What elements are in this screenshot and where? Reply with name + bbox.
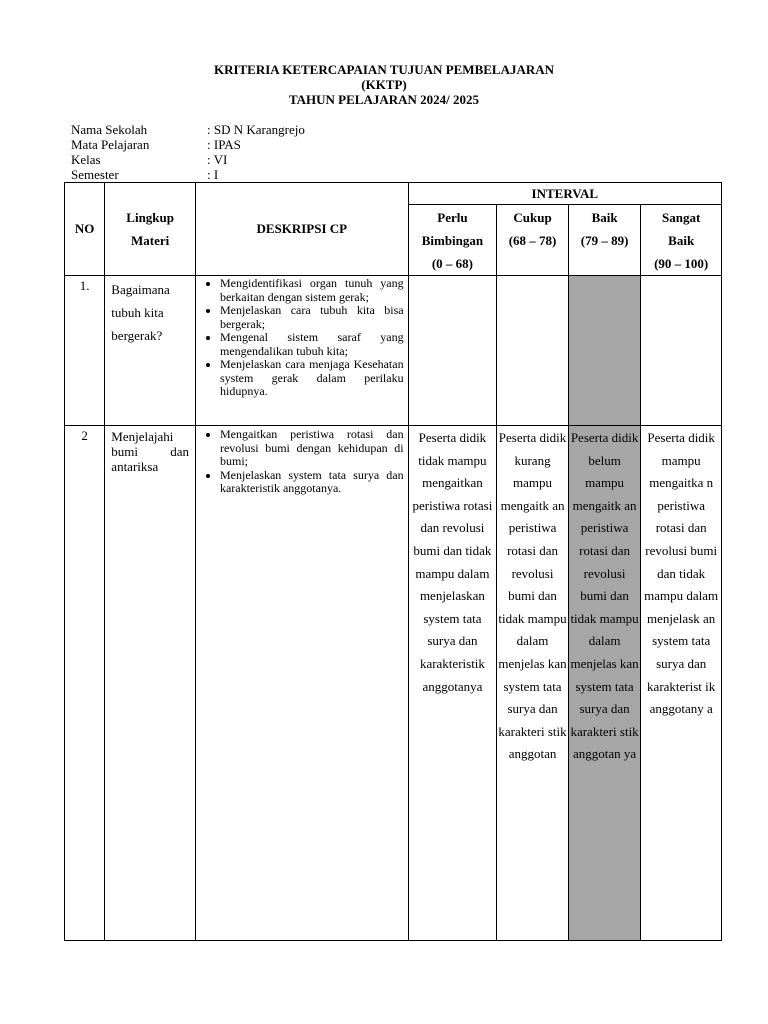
desc-baik bbox=[568, 276, 641, 426]
level-line: Cukup bbox=[513, 210, 552, 225]
academic-year: TAHUN PELAJARAN 2024/ 2025 bbox=[288, 92, 480, 107]
header-interval: INTERVAL bbox=[408, 183, 721, 205]
cp-item: • Mengaitkan peristiwa rotasi dan revolusi bumi dengan kehidupan di bumi; bbox=[220, 428, 404, 469]
row-deskripsi-cp bbox=[195, 276, 408, 426]
level-line: (0 – 68) bbox=[431, 256, 474, 271]
table-row bbox=[65, 276, 722, 426]
level-sangat-baik bbox=[641, 205, 722, 276]
desc-cukup: Peserta didik kurang mampu mengaitk an peristiwa rotasi dan revolusi bumi dan tidak mampu dalam menjelas kan system tata surya dan karakteri stik anggotan bbox=[497, 426, 569, 941]
desc-perlu-bimbingan bbox=[408, 276, 497, 426]
level-line: (68 – 78) bbox=[508, 233, 557, 248]
cp-item: • Menjelaskan cara tubuh kita bisa bergerak; bbox=[220, 304, 404, 331]
table-row bbox=[65, 426, 722, 941]
desc-baik: Peserta didik belum mampu mengaitk an peristiwa rotasi dan revolusi bumi dan tidak mampu dalam menjelas kan system tata surya dan karakteri stik anggotan ya bbox=[568, 426, 641, 941]
desc-sangat-baik: Peserta didik mampu mengaitka n peristiwa rotasi dan revolusi bumi dan tidak mampu dalam menjelask an system tata surya dan karakterist ik anggotany a bbox=[641, 426, 722, 941]
row-deskripsi-cp bbox=[195, 426, 408, 941]
kktp-table bbox=[64, 182, 722, 941]
header-no: NO bbox=[65, 183, 105, 276]
document-subtitle: (KKTP) bbox=[361, 77, 407, 92]
row-materi: Bagaimana tubuh kita bergerak? bbox=[105, 276, 196, 426]
info-label: Mata Pelajaran bbox=[71, 137, 150, 152]
cp-item: • Menjelaskan system tata surya dan karakteristik anggotanya. bbox=[220, 469, 404, 496]
level-line: Baik bbox=[591, 210, 618, 225]
info-label: Semester bbox=[71, 167, 119, 182]
row-number: 2 bbox=[65, 426, 105, 941]
info-value: : IPAS bbox=[207, 137, 241, 152]
level-baik bbox=[568, 205, 641, 276]
level-cukup bbox=[497, 205, 569, 276]
cp-item: • Menjelaskan cara menjaga Kesehatan system gerak dalam perilaku hidupnya. bbox=[220, 358, 404, 399]
cp-item: • Mengidentifikasi organ tunuh yang berkaitan dengan sistem gerak; bbox=[220, 277, 404, 304]
level-line: (79 – 89) bbox=[580, 233, 629, 248]
cp-item: • Mengenal sistem saraf yang mengendalikan tubuh kita; bbox=[220, 331, 404, 358]
info-label: Nama Sekolah bbox=[71, 122, 148, 137]
level-line: (90 – 100) bbox=[654, 256, 709, 271]
header-deskripsi-cp: DESKRIPSI CP bbox=[195, 183, 408, 276]
level-line: Bimbingan bbox=[421, 233, 484, 248]
info-label: Kelas bbox=[71, 152, 101, 167]
level-line: Perlu bbox=[437, 210, 468, 225]
desc-sangat-baik bbox=[641, 276, 722, 426]
desc-cukup bbox=[497, 276, 569, 426]
desc-perlu-bimbingan: Peserta didik tidak mampu mengaitkan peristiwa rotasi dan revolusi bumi dan tidak mampu dalam menjelaskan system tata surya dan karakteristik anggotanya bbox=[408, 426, 497, 941]
row-materi: Menjelajahi bumi dan antariksa bbox=[105, 426, 196, 941]
header-materi-line: Materi bbox=[131, 233, 170, 248]
info-value: : I bbox=[207, 167, 219, 182]
header-lingkup-materi bbox=[105, 183, 196, 276]
level-line: Baik bbox=[668, 233, 695, 248]
level-line: Sangat bbox=[662, 210, 701, 225]
row-number: 1. bbox=[65, 276, 105, 426]
info-value: : SD N Karangrejo bbox=[207, 122, 305, 137]
level-perlu-bimbingan bbox=[408, 205, 497, 276]
document-title: KRITERIA KETERCAPAIAN TUJUAN PEMBELAJARAN bbox=[213, 62, 555, 77]
header-materi-line: Lingkup bbox=[126, 210, 174, 225]
info-value: : VI bbox=[207, 152, 228, 167]
